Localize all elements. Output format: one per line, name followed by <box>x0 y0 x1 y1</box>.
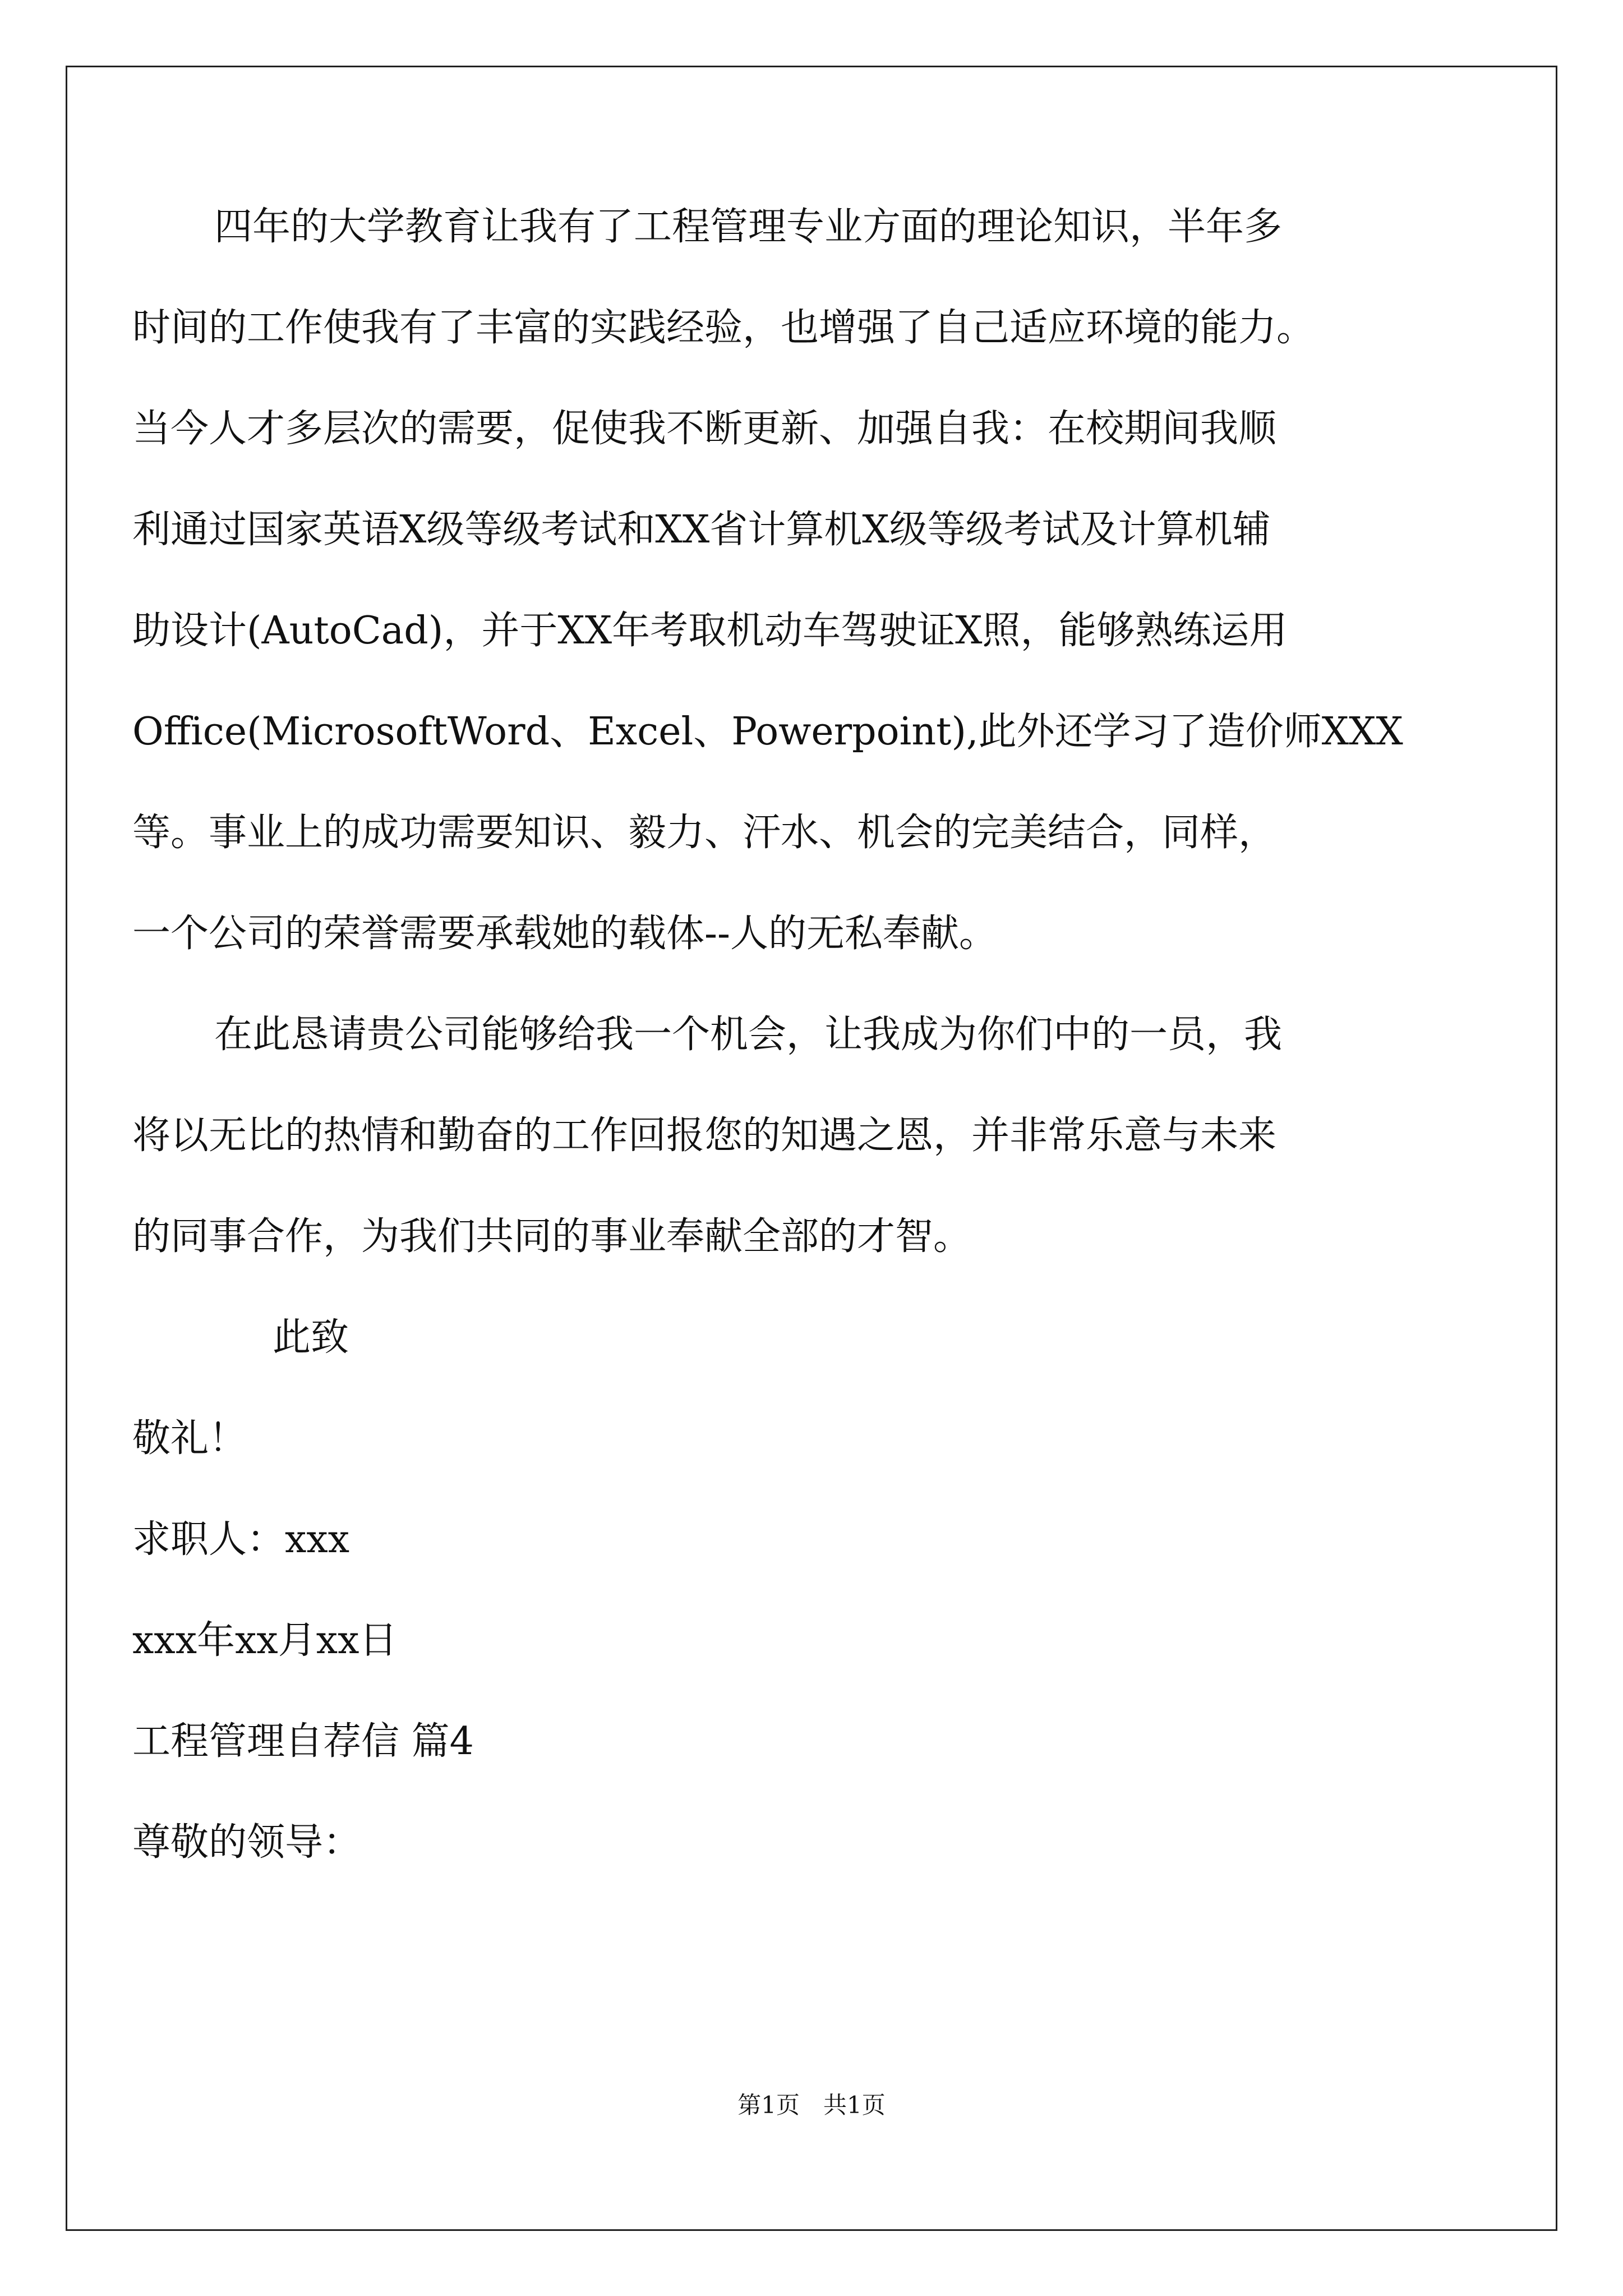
salute-text: 敬礼！ <box>132 1416 247 1461</box>
paragraph-line: 当今人才多层次的需要，促使我不断更新、加强自我：在校期间我顺 <box>132 407 1277 451</box>
section-title: 工程管理自荐信 篇4 <box>132 1719 474 1764</box>
paragraph-line: 等。事业上的成功需要知识、毅力、汗水、机会的完美结合，同样， <box>132 811 1277 855</box>
paragraph-line: Office(MicrosoftWord、Excel、Powerpoint),此外还学习了造价师XXX <box>132 710 1403 754</box>
page-footer: 第1页 共1页 <box>737 2091 886 2119</box>
paragraph-line: 一个公司的荣誉需要承载她的载体--人的无私奉献。 <box>132 912 997 956</box>
paragraph-line: 时间的工作使我有了丰富的实践经验，也增强了自己适应环境的能力。 <box>132 306 1315 350</box>
applicant-signature: 求职人：xxx <box>132 1517 350 1562</box>
paragraph-line: 的同事合作，为我们共同的事业奉献全部的才智。 <box>132 1214 972 1259</box>
letter-date: xxx年xx月xx日 <box>132 1618 398 1663</box>
paragraph-line: 在此恳请贵公司能够给我一个机会，让我成为你们中的一员，我 <box>214 1013 1283 1057</box>
closing-text: 此致 <box>273 1315 349 1360</box>
paragraph-line: 助设计(AutoCad)，并于XX年考取机动车驾驶证X照，能够熟练运用 <box>132 609 1288 653</box>
paragraph-line: 利通过国家英语X级等级考试和XX省计算机X级等级考试及计算机辅 <box>132 508 1271 552</box>
paragraph-line: 四年的大学教育让我有了工程管理专业方面的理论知识，半年多 <box>214 205 1283 249</box>
greeting-text: 尊敬的领导： <box>132 1820 362 1865</box>
paragraph-line: 将以无比的热情和勤奋的工作回报您的知遇之恩，并非常乐意与未来 <box>132 1114 1277 1158</box>
